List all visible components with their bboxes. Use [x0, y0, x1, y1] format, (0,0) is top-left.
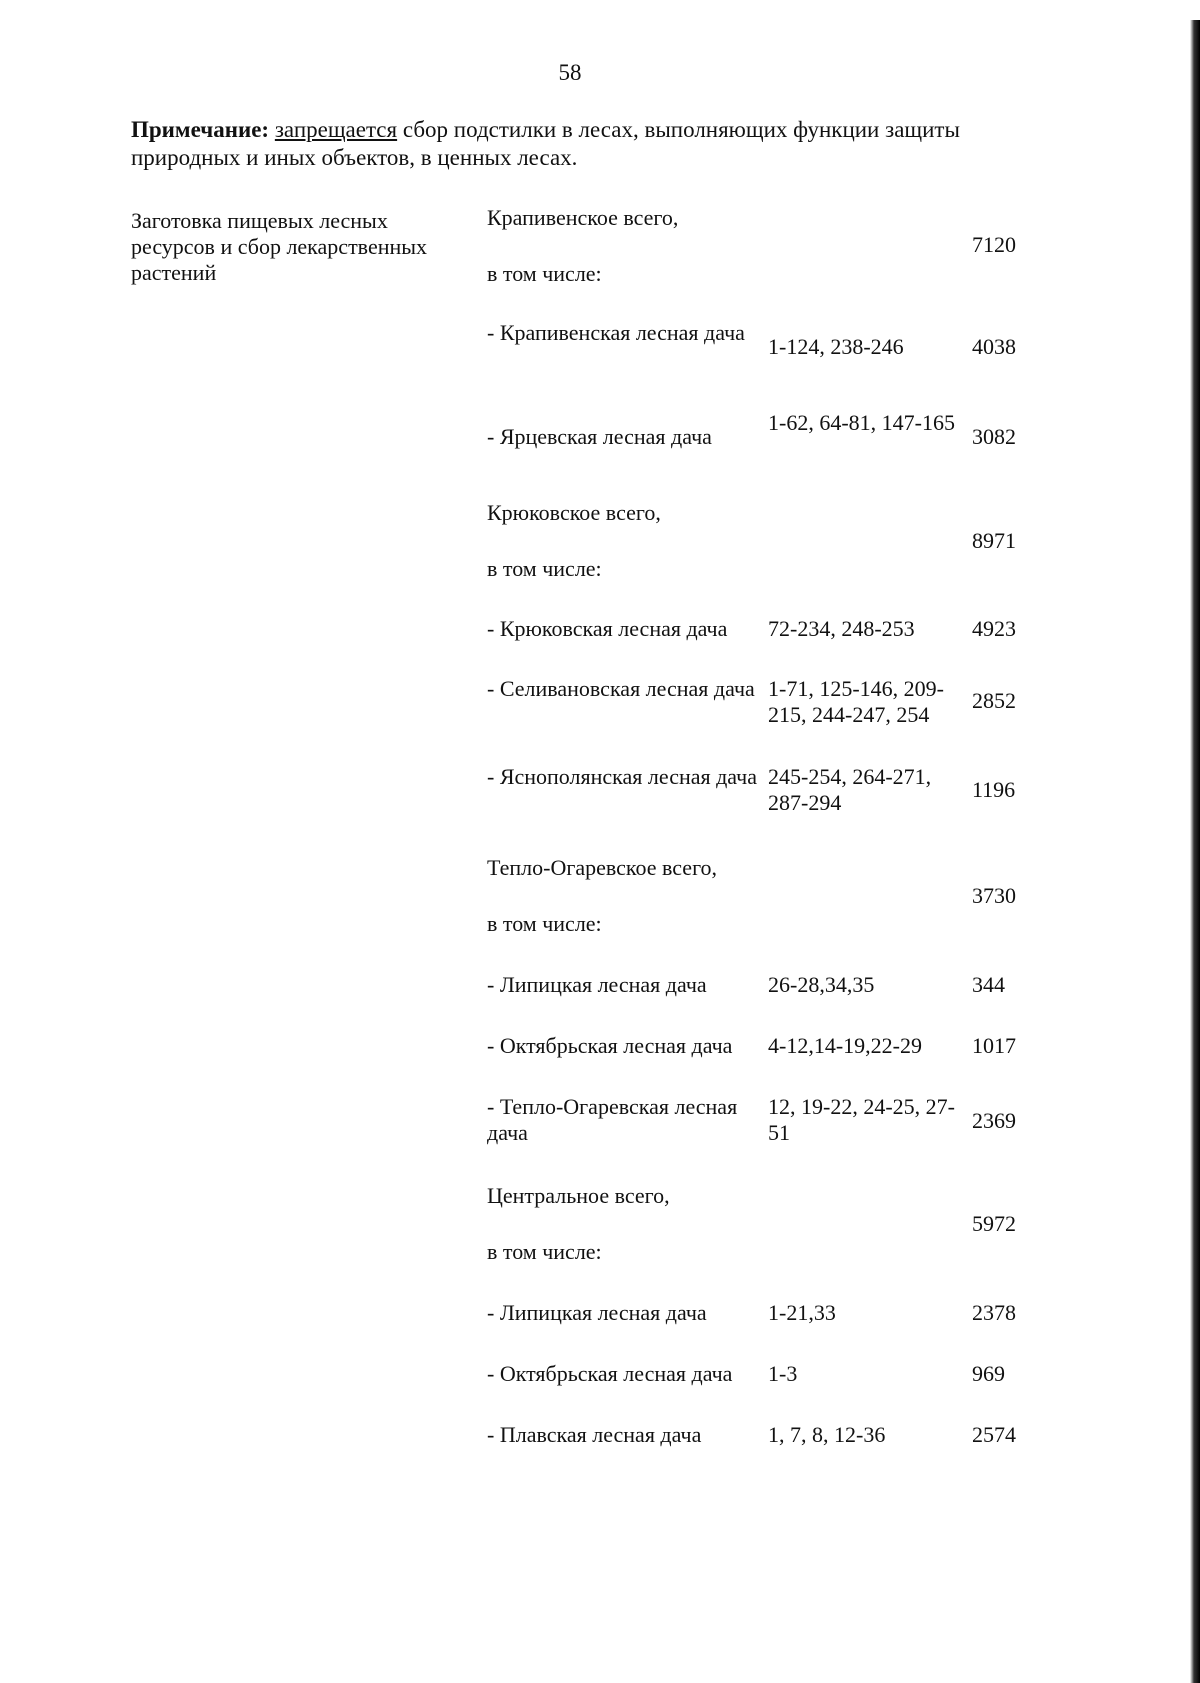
forest-dacha-area: 1017: [972, 1033, 1016, 1058]
district-total-area: 7120: [972, 232, 1016, 257]
forest-dacha-area: 1196: [972, 777, 1016, 802]
forest-dacha-name: - Крапивенская лесная дача: [487, 320, 745, 345]
forest-dacha-area: 2378: [972, 1300, 1016, 1325]
note-label: Примечание:: [131, 117, 270, 142]
forest-dacha-quarters: 1, 7, 8, 12-36: [768, 1422, 886, 1447]
forest-dacha-quarters: 12, 19-22, 24-25, 27-51: [768, 1094, 955, 1145]
note-text: сбор подстилки в лесах, выполняющих функции защиты природных и иных объектов, в ценных лесах.: [131, 117, 960, 170]
forest-dacha-quarters: 26-28,34,35: [768, 972, 875, 997]
forest-dacha-quarters: 72-234, 248-253: [768, 616, 915, 641]
forest-dacha-area: 344: [972, 972, 1005, 997]
forest-dacha-area: 969: [972, 1361, 1005, 1386]
forest-dacha-area: 3082: [972, 424, 1016, 449]
forest-dacha-name: - Яснополянская лесная дача: [487, 764, 758, 789]
forest-dacha-area: 2369: [972, 1108, 1016, 1133]
district-total-name: Крюковское всего,: [487, 500, 661, 525]
forest-dacha-area: 2574: [972, 1422, 1016, 1447]
district-total-sub: в том числе:: [487, 261, 602, 286]
note-emphasis: запрещается: [274, 117, 398, 142]
district-total-area: 3730: [972, 883, 1016, 908]
forest-dacha-quarters: 1-3: [768, 1361, 798, 1386]
forest-dacha-name: - Селивановская лесная дача: [487, 676, 755, 701]
note: [131, 116, 1031, 172]
forest-dacha-name: - Плавская лесная дача: [487, 1422, 702, 1447]
forest-dacha-name: - Липицкая лесная дача: [487, 972, 707, 997]
district-total-sub: в том числе:: [487, 911, 602, 936]
district-total-area: 5972: [972, 1211, 1016, 1236]
forest-dacha-quarters: 1-21,33: [768, 1300, 836, 1325]
activity-type: Заготовка пищевых лесных ресурсов и сбор лекарственных растений: [131, 208, 428, 285]
district-total-name: Крапивенское всего,: [487, 205, 679, 230]
district-total-area: 8971: [972, 528, 1016, 553]
forest-dacha-quarters: 245-254, 264-271, 287-294: [768, 764, 932, 815]
scan-edge: [1190, 20, 1200, 1683]
forest-dacha-name: - Тепло-Огаревская лесная дача: [487, 1094, 738, 1145]
page-number: 58: [558, 60, 582, 85]
forest-dacha-name: - Липицкая лесная дача: [487, 1300, 707, 1325]
forest-dacha-name: - Крюковская лесная дача: [487, 616, 728, 641]
forest-dacha-area: 2852: [972, 688, 1016, 713]
forest-dacha-area: 4038: [972, 334, 1016, 359]
district-total-sub: в том числе:: [487, 1239, 602, 1264]
forest-dacha-quarters: 1-124, 238-246: [768, 334, 904, 359]
forest-dacha-quarters: 1-71, 125-146, 209-215, 244-247, 254: [768, 676, 944, 727]
forest-dacha-area: 4923: [972, 616, 1016, 641]
forest-dacha-name: - Ярцевская лесная дача: [487, 424, 712, 449]
district-total-name: Тепло-Огаревское всего,: [487, 855, 718, 880]
forest-dacha-quarters: 1-62, 64-81, 147-165: [768, 410, 955, 435]
district-total-name: Центральное всего,: [487, 1183, 670, 1208]
district-total-sub: в том числе:: [487, 556, 602, 581]
forest-dacha-name: - Октябрьская лесная дача: [487, 1361, 733, 1386]
forest-dacha-name: - Октябрьская лесная дача: [487, 1033, 733, 1058]
forest-dacha-quarters: 4-12,14-19,22-29: [768, 1033, 922, 1058]
